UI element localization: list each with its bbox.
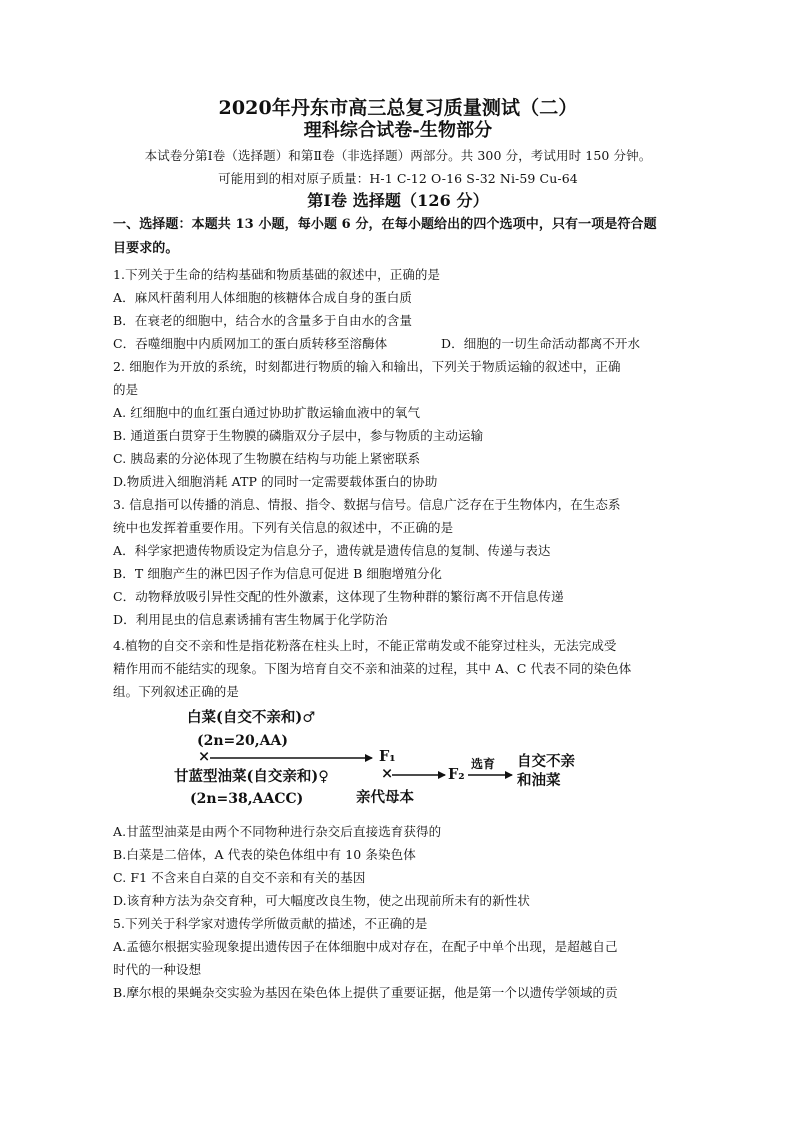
q3-stem-line2: 统中也发挥着重要作用。下列有关信息的叙述中，不正确的是 (113, 520, 454, 535)
f2-label: F₂ (448, 766, 465, 783)
q3-option-d: D．利用昆虫的信息素诱捕有害生物属于化学防治 (113, 612, 388, 627)
q3-stem-line1: 3. 信息指可以传播的消息、情报、指令、数据与信号。信息广泛存在于生物体内，在生态系 (113, 497, 621, 512)
section-heading: 第Ⅰ卷 选择题（126 分） (307, 191, 489, 210)
q4-option-b: B.白菜是二倍体，A 代表的染色体组中有 10 条染色体 (113, 847, 416, 862)
q1-option-d: D．细胞的一切生命活动都离不开水 (441, 336, 641, 351)
result-label-line2: 和油菜 (517, 772, 561, 789)
exam-subtitle: 理科综合试卷-生物部分 (303, 120, 493, 141)
q3-option-a: A．科学家把遗传物质设定为信息分子，遗传就是遗传信息的复制、传递与表达 (113, 543, 551, 558)
q4-stem-line3: 组。下列叙述正确的是 (113, 684, 240, 699)
q2-option-c: C. 胰岛素的分泌体现了生物膜在结构与功能上紧密联系 (113, 451, 421, 466)
q3-option-c: C．动物释放吸引异性交配的性外激素，这体现了生物种群的繁衍离不开信息传递 (113, 589, 564, 604)
result-label-line1: 自交不亲 (517, 753, 575, 770)
male-parent-label: 白菜(自交不亲和)♂ (187, 709, 316, 726)
q2-stem-line2: 的是 (113, 382, 139, 397)
q1-option-a: A．麻风杆菌利用人体细胞的核糖体合成自身的蛋白质 (113, 290, 412, 305)
q2-stem-line1: 2. 细胞作为开放的系统，时刻都进行物质的输入和输出，下列关于物质运输的叙述中，正确 (113, 359, 621, 374)
q5-stem: 5.下列关于科学家对遗传学所做贡献的描述，不正确的是 (113, 916, 428, 931)
q1-option-b: B．在衰老的细胞中，结合水的含量多于自由水的含量 (113, 313, 413, 328)
q1-option-c: C．吞噬细胞中内质网加工的蛋白质转移至溶酶体 (113, 336, 388, 351)
q2-option-a: A. 红细胞中的血红蛋白通过协助扩散运输血液中的氧气 (113, 405, 421, 420)
q1-stem: 1.下列关于生命的结构基础和物质基础的叙述中，正确的是 (113, 267, 441, 282)
q4-stem-line1: 4.植物的自交不亲和性是指花粉落在柱头上时，不能正常萌发或不能穿过柱头，无法完成受 (113, 638, 617, 653)
cross-symbol-1: × (198, 748, 211, 765)
q3-option-b: B．T 细胞产生的淋巴因子作为信息可促进 B 细胞增殖分化 (113, 566, 443, 581)
select-label: 选育 (471, 757, 496, 771)
q2-option-b: B. 通道蛋白贯穿于生物膜的磷脂双分子层中，参与物质的主动运输 (113, 428, 484, 443)
atomic-masses: 可能用到的相对原子质量：H-1 C-12 O-16 S-32 Ni-59 Cu-64 (218, 171, 578, 186)
section-instruction-line1: 一、选择题：本题共 13 小题，每小题 6 分，在每小题给出的四个选项中，只有一项是符合题 (113, 217, 657, 232)
breeding-diagram (160, 703, 620, 821)
male-genome-label: (2n=20,AA) (197, 733, 288, 749)
q4-stem-line2: 精作用而不能结实的现象。下图为培育自交不亲和油菜的过程，其中 A、C 代表不同的染色体 (113, 661, 632, 676)
cross-symbol-2: × (381, 765, 394, 782)
q5-option-a-line2: 时代的一种设想 (113, 962, 202, 977)
f1-label: F₁ (379, 748, 396, 765)
q4-option-c: C. F1 不含来自白菜的自交不亲和有关的基因 (113, 870, 366, 885)
q4-option-a: A.甘蓝型油菜是由两个不同物种进行杂交后直接选育获得的 (113, 824, 442, 839)
section-instruction-line2: 目要求的。 (113, 241, 179, 256)
exam-title: 2020年丹东市高三总复习质量测试（二） (218, 97, 578, 119)
q5-option-b: B.摩尔根的果蝇杂交实验为基因在染色体上提供了重要证据，他是第一个以遗传学领域的贡 (113, 985, 618, 1000)
q5-option-a-line1: A.孟德尔根据实验现象提出遗传因子在体细胞中成对存在，在配子中单个出现，是超越自己 (113, 939, 618, 954)
recurrent-parent-label: 亲代母本 (356, 789, 414, 806)
exam-intro: 本试卷分第Ⅰ卷（选择题）和第Ⅱ卷（非选择题）两部分。共 300 分，考试用时 150 分钟。 (144, 148, 652, 163)
q4-option-d: D.该育种方法为杂交育种，可大幅度改良生物，使之出现前所未有的新性状 (113, 893, 530, 908)
female-parent-label: 甘蓝型油菜(自交亲和)♀ (174, 768, 329, 785)
q2-option-d: D.物质进入细胞消耗 ATP 的同时一定需要载体蛋白的协助 (113, 474, 438, 489)
female-genome-label: (2n=38,AACC) (190, 791, 304, 807)
